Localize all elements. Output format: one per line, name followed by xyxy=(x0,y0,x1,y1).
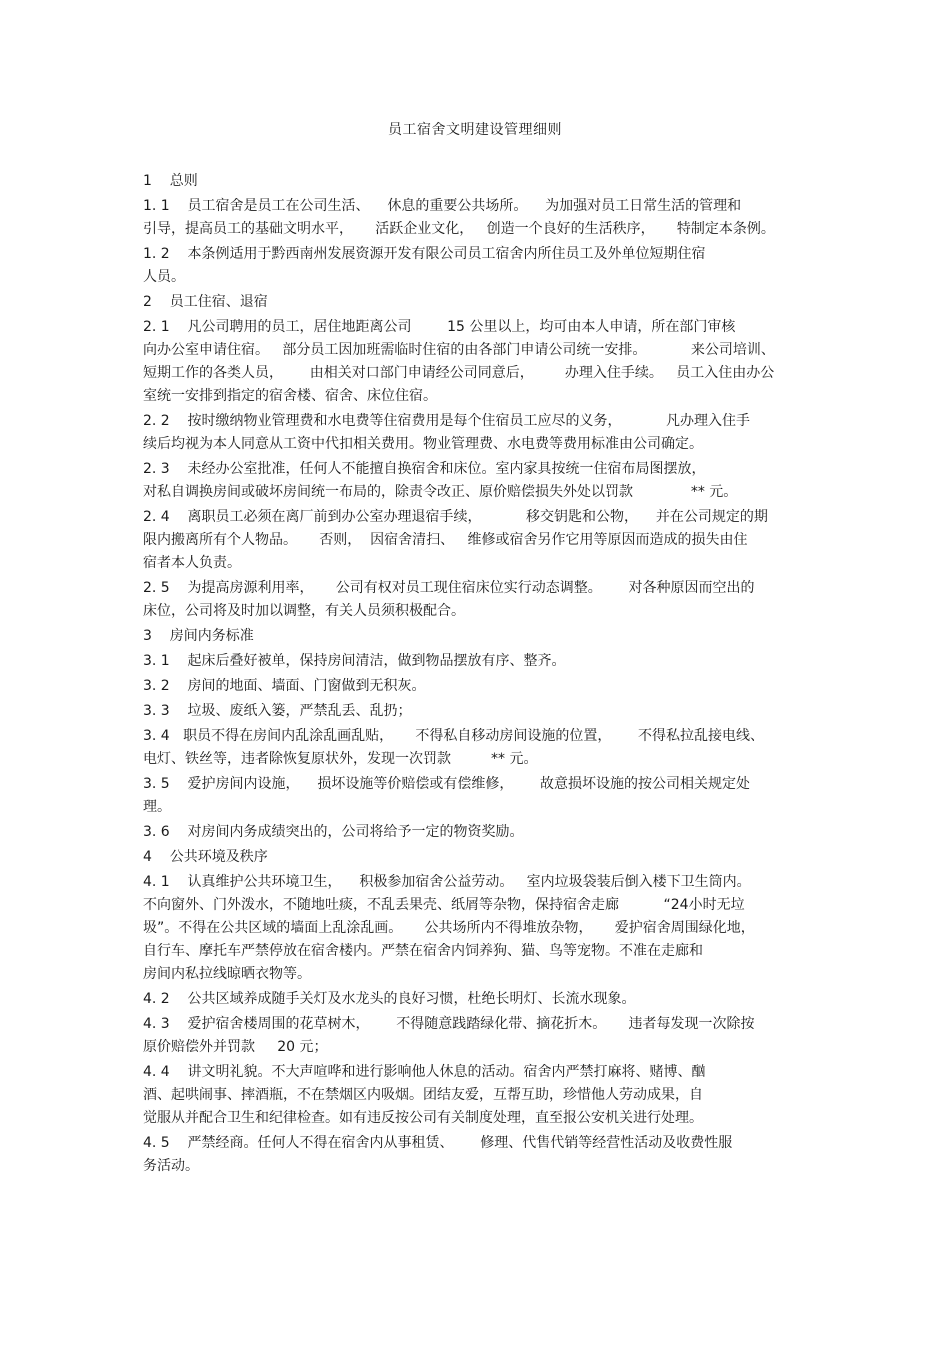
paragraph-line: 3. 2 房间的地面、墙面、门窗做到无积灰。 xyxy=(143,678,426,694)
paragraph xyxy=(143,821,808,844)
paragraph xyxy=(143,625,808,648)
paragraph xyxy=(143,506,808,575)
document-body xyxy=(143,170,808,1180)
paragraph-line: 不向窗外、门外泼水，不随地吐痰，不乱丢果壳、纸屑等杂物，保持宿舍走廊 “24小时无垃 xyxy=(143,897,745,913)
paragraph xyxy=(143,650,808,673)
paragraph xyxy=(143,410,808,456)
paragraph xyxy=(143,871,808,986)
paragraph-line: 4. 1 认真维护公共环境卫生， 积极参加宿舍公益劳动。 室内垃圾袋装后倒入楼下卫生筒内。 xyxy=(143,874,751,890)
paragraph-line: 酒、起哄闹事、摔酒瓶，不在禁烟区内吸烟。团结友爱，互帮互助，珍惜他人劳动成果，自 xyxy=(143,1087,703,1103)
paragraph xyxy=(143,675,808,698)
paragraph-line: 4. 3 爱护宿舍楼周围的花草树木， 不得随意践踏绿化带、摘花折木。 违者每发现一次除按 xyxy=(143,1016,755,1032)
paragraph-line: 床位，公司将及时加以调整，有关人员须积极配合。 xyxy=(143,603,465,619)
paragraph xyxy=(143,846,808,869)
paragraph-line: 向办公室申请住宿。 部分员工因加班需临时住宿的由各部门申请公司统一安排。 来公司培训、 xyxy=(143,342,775,358)
paragraph-line: 4 公共环境及秩序 xyxy=(143,849,268,865)
paragraph-line: 自行车、摩托车严禁停放在宿舍楼内。严禁在宿舍内饲养狗、猫、鸟等宠物。不准在走廊和 xyxy=(143,943,703,959)
paragraph-line: 觉服从并配合卫生和纪律检查。如有违反按公司有关制度处理，直至报公安机关进行处理。 xyxy=(143,1110,703,1126)
paragraph-line: 理。 xyxy=(143,799,171,815)
paragraph-line: 3. 6 对房间内务成绩突出的，公司将给予一定的物资奖励。 xyxy=(143,824,524,840)
paragraph-line: 2. 1 凡公司聘用的员工，居住地距离公司 15 公里以上，均可由本人申请，所在部门审核 xyxy=(143,319,736,335)
paragraph-line: 2 员工住宿、退宿 xyxy=(143,294,268,310)
paragraph-line: 2. 3 未经办公室批准，任何人不能擅自换宿舍和床位。室内家具按统一住宿布局图摆放， xyxy=(143,461,706,477)
paragraph-line: 圾”。不得在公共区域的墙面上乱涂乱画。 公共场所内不得堆放杂物， 爱护宿舍周围绿化地， xyxy=(143,920,755,936)
paragraph xyxy=(143,1132,808,1178)
paragraph xyxy=(143,1061,808,1130)
paragraph xyxy=(143,195,808,241)
paragraph-line: 4. 2 公共区域养成随手关灯及水龙头的良好习惯，杜绝长明灯、长流水现象。 xyxy=(143,991,636,1007)
paragraph xyxy=(143,700,808,723)
paragraph-line: 续后均视为本人同意从工资中代扣相关费用。物业管理费、水电费等费用标准由公司确定。 xyxy=(143,436,703,452)
paragraph-line: 短期工作的各类人员， 由相关对口部门申请经公司同意后， 办理入住手续。 员工入住由办公 xyxy=(143,365,775,381)
paragraph-line: 3. 5 爱护房间内设施， 损坏设施等价赔偿或有偿维修， 故意损坏设施的按公司相关规定处 xyxy=(143,776,751,792)
paragraph-line: 1. 2 本条例适用于黔西南州发展资源开发有限公司员工宿舍内所住员工及外单位短期住宿 xyxy=(143,246,706,262)
paragraph-line: 4. 5 严禁经商。任何人不得在宿舍内从事租赁、 修理、代售代销等经营性活动及收费性服 xyxy=(143,1135,733,1151)
paragraph-line: 1. 1 员工宿舍是员工在公司生活、 休息的重要公共场所。 为加强对员工日常生活的管理和 xyxy=(143,198,742,214)
paragraph-line: 3. 1 起床后叠好被单，保持房间清洁，做到物品摆放有序、整齐。 xyxy=(143,653,566,669)
paragraph-line: 引导，提高员工的基础文明水平， 活跃企业文化， 创造一个良好的生活秩序， 特制定本条例。 xyxy=(143,221,775,237)
paragraph xyxy=(143,988,808,1011)
paragraph-line: 室统一安排到指定的宿舍楼、宿舍、床位住宿。 xyxy=(143,388,437,404)
paragraph-line: 务活动。 xyxy=(143,1158,199,1174)
paragraph-line: 2. 4 离职员工必须在离厂前到办公室办理退宿手续， 移交钥匙和公物， 并在公司规定的期 xyxy=(143,509,768,525)
paragraph xyxy=(143,458,808,504)
paragraph-line: 4. 4 讲文明礼貌。不大声喧哗和进行影响他人休息的活动。宿舍内严禁打麻将、赌博、酗 xyxy=(143,1064,706,1080)
paragraph-line: 原价赔偿外并罚款 20 元； xyxy=(143,1039,328,1055)
paragraph xyxy=(143,316,808,408)
paragraph-line: 电灯、铁丝等，违者除恢复原状外，发现一次罚款 ** 元。 xyxy=(143,751,538,767)
paragraph xyxy=(143,1013,808,1059)
paragraph-line: 2. 2 按时缴纳物业管理费和水电费等住宿费用是每个住宿员工应尽的义务， 凡办理入住手 xyxy=(143,413,751,429)
paragraph xyxy=(143,773,808,819)
paragraph-line: 1 总则 xyxy=(143,173,198,189)
paragraph-line: 人员。 xyxy=(143,269,185,285)
paragraph-line: 对私自调换房间或破坏房间统一布局的，除责令改正、原价赔偿损失外处以罚款 ** 元。 xyxy=(143,484,738,500)
paragraph-line: 3. 4 职员不得在房间内乱涂乱画乱贴， 不得私自移动房间设施的位置， 不得私拉乱接电线、 xyxy=(143,728,765,744)
paragraph-line: 宿者本人负责。 xyxy=(143,555,241,571)
paragraph-line: 限内搬离所有个人物品。 否则， 因宿舍清扫、 维修或宿舍另作它用等原因而造成的损失由住 xyxy=(143,532,748,548)
paragraph-line: 房间内私拉线晾晒衣物等。 xyxy=(143,966,311,982)
paragraph xyxy=(143,577,808,623)
paragraph-line: 3. 3 垃圾、废纸入篓，严禁乱丢、乱扔； xyxy=(143,703,412,719)
document-title: 员工宿舍文明建设管理细则 xyxy=(388,122,562,138)
paragraph xyxy=(143,243,808,289)
paragraph xyxy=(143,725,808,771)
paragraph-line: 2. 5 为提高房源利用率， 公司有权对员工现住宿床位实行动态调整。 对各种原因而空出的 xyxy=(143,580,755,596)
paragraph-line: 3 房间内务标准 xyxy=(143,628,254,644)
paragraph xyxy=(143,170,808,193)
paragraph xyxy=(143,291,808,314)
